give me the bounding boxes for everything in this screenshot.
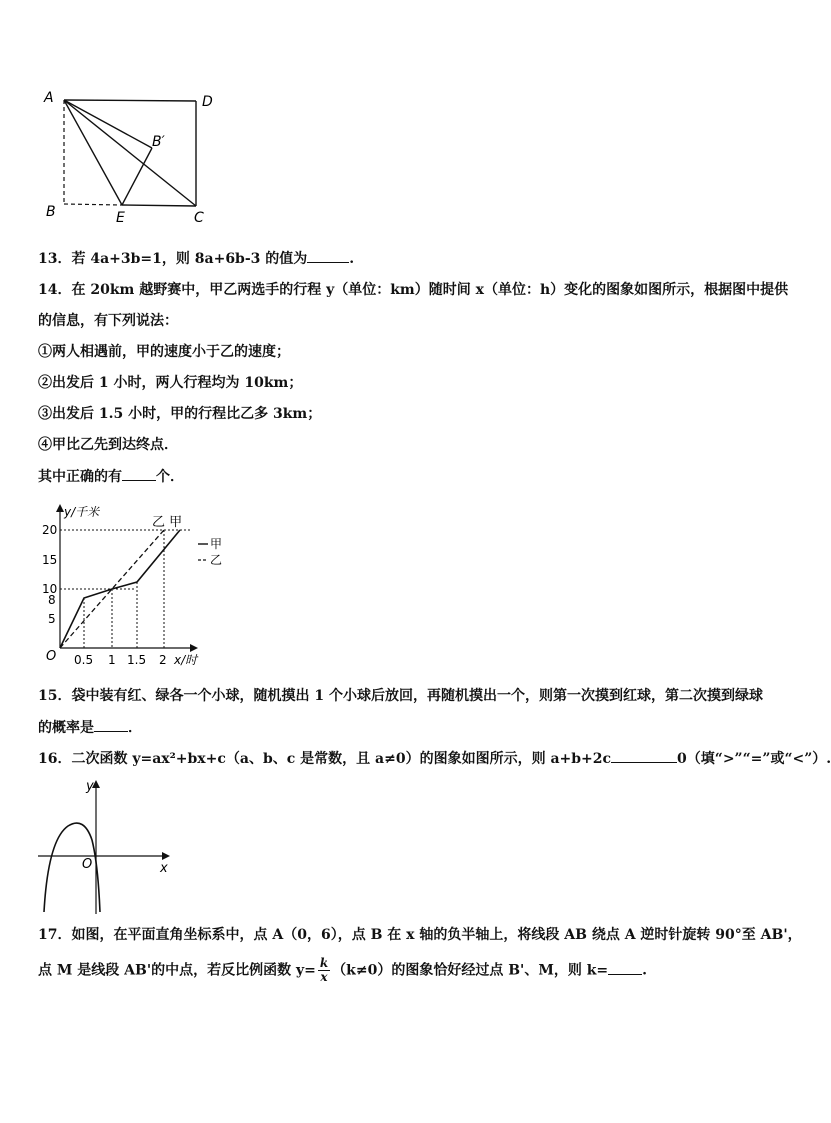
statement-2: ②出发后 1 小时，两人行程均为 10km；	[38, 375, 303, 391]
rectangle-fold-figure	[36, 86, 226, 226]
question-13-text: 13．若 4a+3b=1，则 8a+6b-3 的值为	[38, 251, 308, 267]
statement-1: ①两人相遇前，甲的速度小于乙的速度；	[38, 344, 290, 360]
answer-blank-15[interactable]	[94, 717, 128, 732]
statement-4: ④甲比乙先到达终点．	[38, 437, 178, 453]
x-axis-label: x/时	[174, 653, 198, 667]
x-tick-1: 1	[108, 653, 116, 667]
label-B-prime: B′	[152, 134, 165, 150]
label-C: C	[194, 210, 204, 226]
label-D: D	[202, 94, 213, 110]
y-tick-5: 5	[48, 612, 56, 626]
top-line-labels: 乙 甲	[152, 515, 183, 530]
question-16: 16．二次函数 y=ax²+bx+c（a、b、c 是常数，且 a≠0）的图象如图所示，则 a+b+2c 0（填“>”“=”或“<”）.	[38, 748, 831, 769]
label-B: B	[46, 204, 56, 220]
y-axis-label: y/千米	[64, 505, 100, 519]
question-15-line1: 15．袋中装有红、绿各一个小球，随机摸出 1 个小球后放回，再随机摸出一个，则第一次摸到红球，第二次摸到绿球	[38, 688, 763, 704]
question-14-line1: 14．在 20km 越野赛中，甲乙两选手的行程 y（单位：km）随时间 x（单位：h）变化的图象如图所示，根据图中提供	[38, 282, 789, 298]
y-tick-8: 8	[48, 593, 56, 607]
question-13: 13．若 4a+3b=1，则 8a+6b-3 的值为 .	[38, 248, 354, 269]
x-axis-label: x	[160, 861, 168, 876]
answer-blank-14[interactable]	[122, 466, 156, 481]
legend-jia: 甲	[210, 537, 223, 551]
answer-blank-17[interactable]	[608, 960, 642, 975]
question-15-line2: 的概率是 ．	[38, 717, 142, 738]
legend-yi: 乙	[210, 553, 223, 567]
y-tick-10: 10	[42, 582, 58, 596]
label-E: E	[116, 210, 125, 226]
x-tick-2: 2	[159, 653, 167, 667]
question-14-line2: 的信息，有下列说法：	[38, 313, 178, 329]
parabola-figure	[36, 776, 176, 916]
answer-blank-13[interactable]	[307, 248, 349, 263]
question-17-line2: 点 M 是线段 AB'的中点，若反比例函数 y= $\frac{k}{x}$ （k≠0）的图象恰好经过点 B'、M，则 k= .	[38, 956, 648, 984]
statement-3: ③出发后 1.5 小时，甲的行程比乙多 3km；	[38, 406, 322, 422]
x-tick-0-5: 0.5	[74, 653, 94, 667]
fraction-k-over-x: $\frac{k}{x}$	[319, 956, 329, 984]
label-A: A	[44, 90, 54, 106]
origin-label: O	[46, 649, 57, 664]
race-graph	[40, 500, 240, 672]
y-axis-label: y	[86, 779, 94, 794]
origin-label: O	[82, 857, 93, 872]
x-tick-1-5: 1.5	[127, 653, 147, 667]
question-14-ask: 其中正确的有 个．	[38, 466, 184, 487]
answer-blank-16[interactable]	[611, 748, 677, 763]
y-tick-15: 15	[42, 553, 58, 567]
y-tick-20: 20	[42, 523, 58, 537]
question-17-line1: 17．如图，在平面直角坐标系中，点 A（0，6），点 B 在 x 轴的负半轴上，将线段 AB 绕点 A 逆时针旋转 90°至 AB'，	[38, 927, 802, 943]
